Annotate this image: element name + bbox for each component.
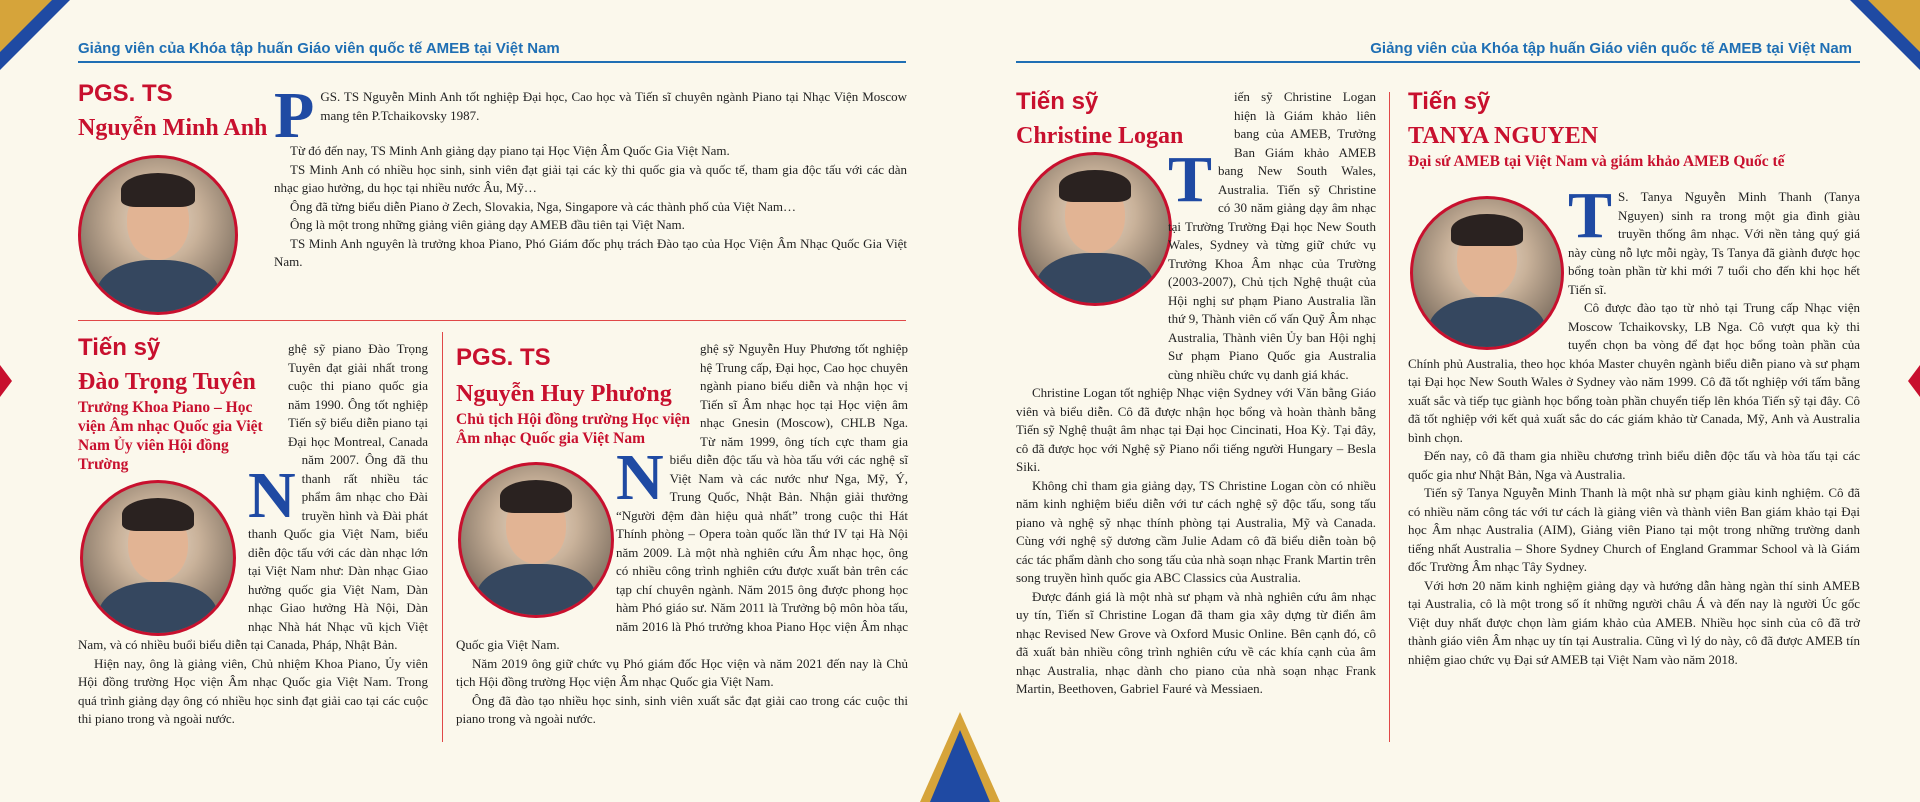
column-divider xyxy=(1389,92,1390,742)
corner-ornament-gold xyxy=(1868,0,1920,52)
tanya-paragraph: Tiến sỹ Tanya Nguyễn Minh Thanh là một nhà sư phạm giàu kinh nghiệm. Cô đã có nhiều năm công tác với tư cách là giảng viên và thành viên Ban giám khảo tại Đại học Âm nhạc Australia (AIM), Giảng viên Piano tại một trong những trường danh tiếng nhất Australia – Shore Sydney Church of England Grammar School và là Giám đốc Trường Âm nhạc Tây Sydney. xyxy=(1408,485,1860,574)
header-rule xyxy=(78,61,906,63)
tanya-paragraph: Đến nay, cô đã tham gia nhiều chương trình biểu diễn độc tấu và hòa tấu tại các quốc gia như Nhật Bản, Nga và Australia. xyxy=(1408,448,1860,482)
phuong-dropcap: N xyxy=(616,441,664,514)
anh-title: PGS. TS xyxy=(78,80,173,107)
phuong-bio xyxy=(456,340,908,729)
tuyen-subtitle: Trưởng Khoa Piano – Học viện Âm nhạc Quốc gia Việt Nam Ủy viên Hội đồng Trường xyxy=(78,399,263,473)
phuong-title: PGS. TS xyxy=(456,344,551,371)
tuyen-bio xyxy=(78,340,428,729)
tanya-name: TANYA NGUYEN xyxy=(1408,123,1599,149)
tanya-title: Tiến sỹ xyxy=(1408,88,1491,115)
logan-paragraph: iến sỹ Christine Logan hiện là Giám khảo liên bang của AMEB, Trưởng Ban Giám khảo AMEB bang New South Wales, Australia. Tiến sỹ Christine có 30 năm giảng dạy âm nhạc tại Trường Trường Đại học New South Wales, Sydney và từng giữ chức vụ Trưởng Khoa Âm nhạc của Trường (2003-2007), Chủ tịch Nghệ thuật của Hội nghị sư phạm Piano Australia lần thứ 9, Thành viên cố vấn Quỹ Âm nhạc Australia, Thành viên Ủy ban Hội nghị Sư phạm Piano Quốc gia Australia cùng nhiều chức vụ danh giá khác. xyxy=(1168,89,1376,382)
logan-title: Tiến sỹ xyxy=(1016,88,1099,115)
anh-paragraph: TS Minh Anh nguyên là trưởng khoa Piano, Phó Giám đốc phụ trách Đào tạo của Học Viện Âm Nhạc Quốc Gia Việt Nam. xyxy=(274,235,907,269)
anh-name: Nguyễn Minh Anh xyxy=(78,115,268,141)
tanya-paragraph: Cô được đào tạo từ nhỏ tại Trung cấp Nhạc viện Moscow Tchaikovsky, LB Nga. Cô vượt qua kỳ thi tuyển chọn ba vòng để đạt học bổng toàn phần của Chính phủ Australia, theo học khóa Master chuyên ngành biểu diễn piano và sư phạm tại Đại học New South Wales ở Sydney vào năm 1999. Cô đã tốt nghiệp với tấm bằng xuất sắc và tiếp tục giành học bổng toàn phần chuyển tiếp lên khóa Tiến sỹ tại đây. Cô đã tốt nghiệp với kết quả xuất sắc do các giám khảo từ Canada, Mỹ, Anh và Australia bình chọn. xyxy=(1408,300,1860,445)
logan-dropcap: T xyxy=(1168,143,1213,216)
anh-dropcap: P xyxy=(274,79,315,152)
anh-bio xyxy=(274,79,907,272)
phuong-paragraph: ghệ sỹ Nguyễn Huy Phương tốt nghiệp hệ Trung cấp, Đại học, Cao học chuyên ngành piano biểu diễn và nhận học vị Tiến sĩ Âm nhạc học tại Học viện âm nhạc Gnesin (Moscow), CHLB Nga. Từ năm 1999, ông tích cực tham gia biểu diễn độc tấu và hòa tấu với các nghệ sĩ Việt Nam và các nước như Nga, Mỹ, Ý, Trung Quốc, Nhật Bản. Nhận giải thưởng “Người đệm đàn hiệu quả nhất” trong cuộc thi Hát Thính phòng – Opera toàn quốc lần thứ IV tại Hà Nội năm 2009. Là một nhà nghiên cứu Âm nhạc học, ông có nhiều công trình nghiên cứu được xuất bản trên các tạp chí chuyên ngành. Năm 2015 ông được phong học hàm Phó giáo sư. Năm 2011 là Trưởng bộ môn hòa tấu, năm 2016 là Phó trưởng khoa Piano Học viện Âm nhạc Quốc gia Việt Nam. xyxy=(456,341,908,652)
bottom-ornament-blue xyxy=(930,730,990,802)
tanya-dropcap: T xyxy=(1568,179,1613,252)
anh-paragraph: Ông là một trong những giảng viên giảng dạy AMEB đầu tiên tại Việt Nam. xyxy=(290,217,685,232)
phuong-name: Nguyễn Huy Phương xyxy=(456,381,672,407)
right-page xyxy=(960,0,1920,802)
page-header: Giảng viên của Khóa tập huấn Giáo viên quốc tế AMEB tại Việt Nam xyxy=(1370,40,1852,57)
tuyen-dropcap: N xyxy=(248,459,296,532)
logan-paragraph: Christine Logan tốt nghiệp Nhạc viện Sydney với Văn bằng Giáo viên và biểu diễn. Cô đã được nhận học bổng và hoàn thành bằng Tiến sỹ Nghệ thuật âm nhạc tại Đại học Cincinati, Hoa Kỳ. Tại đây, cô đã được học với Nghệ sỹ Piano nổi tiếng người Hungary – Besla Siki. xyxy=(1016,385,1376,474)
corner-ornament-gold xyxy=(0,0,52,52)
phuong-subtitle: Chủ tịch Hội đồng trường Học viện Âm nhạc Quốc gia Việt Nam xyxy=(456,411,691,447)
logan-paragraph: Được đánh giá là một nhà sư phạm và nhà nghiên cứu âm nhạc uy tín, Tiến sĩ Christine Logan đã tham gia xây dựng từ điển âm nhạc Revised New Grove và Oxford Music Online. Bên cạnh đó, cô đã xuất bản nhiều công trình nghiên cứu về các khía cạnh của âm nhạc Australia, nhạc dành cho piano của nhà soạn nhạc Frank Martin, Beethoven, Gabriel Fauré và Messiaen. xyxy=(1016,588,1376,696)
anh-portrait xyxy=(78,155,238,315)
page-header: Giảng viên của Khóa tập huấn Giáo viên quốc tế AMEB tại Việt Nam xyxy=(78,40,560,57)
column-divider xyxy=(442,332,443,742)
logan-paragraph: Không chỉ tham gia giảng dạy, TS Christine Logan còn có nhiều năm kinh nghiệm biểu diễn với tư cách nghệ sỹ độc tấu, song tấu piano và nghệ sỹ nhạc thính phòng tại Australia, Mỹ và Canada. Cùng với nghệ sỹ dương cầm Julie Adam cô đã biểu diễn toàn bộ các tác phẩm dành cho song tấu của nhà soạn nhạc Frank Martin trên song truyền hình quốc gia ABC Classics của Australia. xyxy=(1016,477,1376,585)
anh-paragraph: Từ đó đến nay, TS Minh Anh giảng dạy piano tại Học Viện Âm Quốc Gia Việt Nam. xyxy=(290,143,730,158)
section-divider xyxy=(78,320,906,321)
tanya-paragraph: S. Tanya Nguyễn Minh Thanh (Tanya Nguyen) sinh ra trong một gia đình giàu truyền thống âm nhạc. Với nền tảng quý giá này cùng nỗ lực mỗi ngày, Ts Tanya đã giành được học bổng toàn phần từ khi mới 7 tuổi cho đến khi học hết Tiến sĩ. xyxy=(1568,189,1860,297)
logan-name: Christine Logan xyxy=(1016,123,1184,149)
tanya-paragraph: Với hơn 20 năm kinh nghiệm giảng dạy và hướng dẫn hàng ngàn thí sinh AMEB tại Australia, cô là một trong số ít những người châu Á và đến nay là người Úc gốc Việt duy nhất được chọn làm giám khảo của AMEB. Nhiều học sinh của cô đã trở thành giáo viên Âm nhạc uy tín tại Australia. Cũng vì lý do này, cô đã được AMEB tín nhiệm giao chức vụ Đại sứ AMEB tại Việt Nam vào năm 2018. xyxy=(1408,577,1860,667)
header-rule xyxy=(1016,61,1860,63)
anh-paragraph: TS Minh Anh có nhiều học sinh, sinh viên đạt giải tại các kỳ thi quốc gia và quốc tế, tham gia độc tấu với các dàn nhạc giao hưởng, du học tại nhiều nước Âu, Mỹ… xyxy=(274,161,907,195)
side-marker xyxy=(1908,365,1920,397)
phuong-paragraph: Năm 2019 ông giữ chức vụ Phó giám đốc Học viện và năm 2021 đến nay là Chủ tịch Hội đồng trường Học viện Âm nhạc Quốc gia Việt Nam. xyxy=(456,655,908,689)
tanya-subtitle: Đại sứ AMEB tại Việt Nam và giám khảo AMEB Quốc tế xyxy=(1408,153,1785,170)
tuyen-paragraph: Hiện nay, ông là giảng viên, Chủ nhiệm Khoa Piano, Ủy viên Hội đồng trường Học viện Âm nhạc Quốc gia Việt Nam. Trong quá trình giảng dạy ông có nhiều học sinh đạt giải cao tại các cuộc thi piano trong và ngoài nước. xyxy=(78,655,428,726)
phuong-paragraph: Ông đã đào tạo nhiều học sinh, sinh viên xuất sắc đạt giải cao trong các cuộc thi piano trong và ngoài nước. xyxy=(456,692,908,726)
anh-paragraph: Ông đã từng biểu diễn Piano ở Zech, Slovakia, Nga, Singapore và các thành phố của Việt Nam… xyxy=(290,198,797,214)
side-marker xyxy=(0,365,12,397)
logan-bio xyxy=(1016,88,1376,699)
tuyen-paragraph: ghệ sỹ piano Đào Trọng Tuyên đạt giải nhất trong cuộc thi piano quốc gia năm 1990. Ông tốt nghiệp Tiến sỹ biểu diễn piano tại Đại học Montreal, Canada năm 2007. Ông đã thu thanh rất nhiều tác phẩm âm nhạc cho Đài truyền hình và Đài phát thanh Quốc gia Việt Nam, biểu diễn độc tấu với các dàn nhạc lớn tại Việt Nam như: Dàn nhạc Giao hưởng quốc gia Việt Nam, Dàn nhạc Giao hưởng Hà Nội, Dàn nhạc Nhà hát Nhạc vũ kịch Việt Nam, và có nhiều buổi biểu diễn tại Canada, Pháp, Nhật Bản. xyxy=(78,341,428,652)
tuyen-name: Đào Trọng Tuyên xyxy=(78,369,256,395)
tuyen-title: Tiến sỹ xyxy=(78,334,161,361)
anh-paragraph: GS. TS Nguyễn Minh Anh tốt nghiệp Đại học, Cao học và Tiến sĩ chuyên ngành Piano tại Nhạc Viện Moscow mang tên P.Tchaikovsky 1987. xyxy=(320,89,907,123)
tanya-bio xyxy=(1408,179,1860,669)
